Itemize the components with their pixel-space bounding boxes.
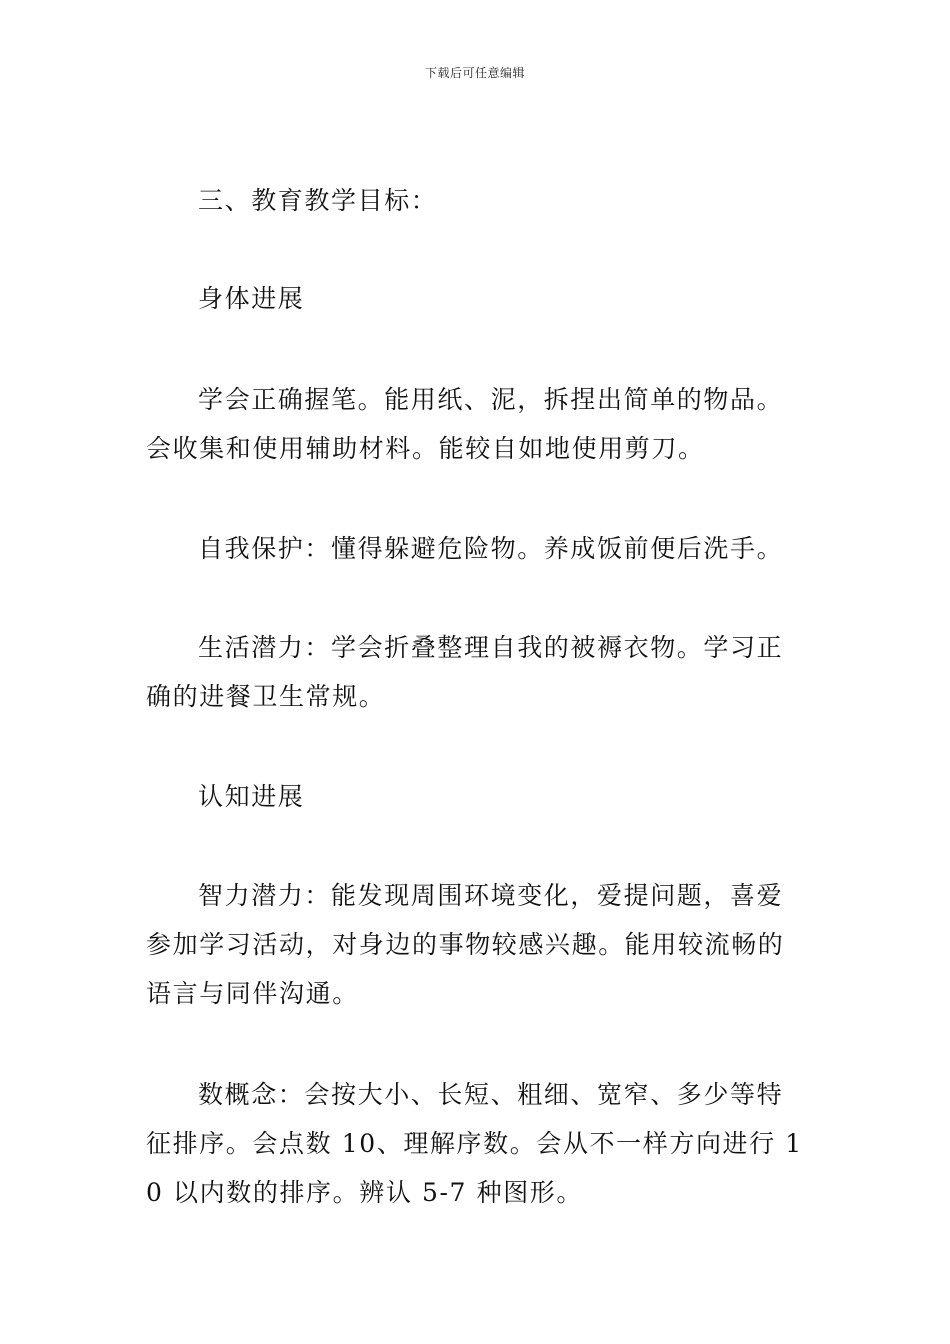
number-concept-paragraph: 数概念：会按大小、长短、粗细、宽窄、多少等特征排序。会点数 10、理解序数。会从不一样方向进行 10 以内数的排序。辨认 5-7 种图形。 — [146, 1080, 803, 1207]
physical-development-paragraph: 学会正确握笔。能用纸、泥，拆捏出简单的物品。会收集和使用辅助材料。能较自如地使用剪刀。 — [146, 385, 784, 463]
section-heading: 三、教育教学目标： — [198, 186, 438, 215]
header-note: 下载后可任意编辑 — [424, 66, 525, 80]
intellectual-ability-paragraph: 智力潜力：能发现周围环境变化，爱提问题，喜爱参加学习活动，对身边的事物较感兴趣。能用较流畅的语言与同伴沟通。 — [146, 881, 785, 1008]
life-ability-paragraph: 生活潜力：学会折叠整理自我的被褥衣物。学习正确的进餐卫生常规。 — [146, 633, 784, 711]
cognitive-development-heading: 认知进展 — [198, 782, 305, 811]
self-protection-paragraph: 自我保护：懂得躲避危险物。养成饭前便后洗手。 — [198, 534, 784, 563]
physical-development-heading: 身体进展 — [198, 284, 305, 313]
